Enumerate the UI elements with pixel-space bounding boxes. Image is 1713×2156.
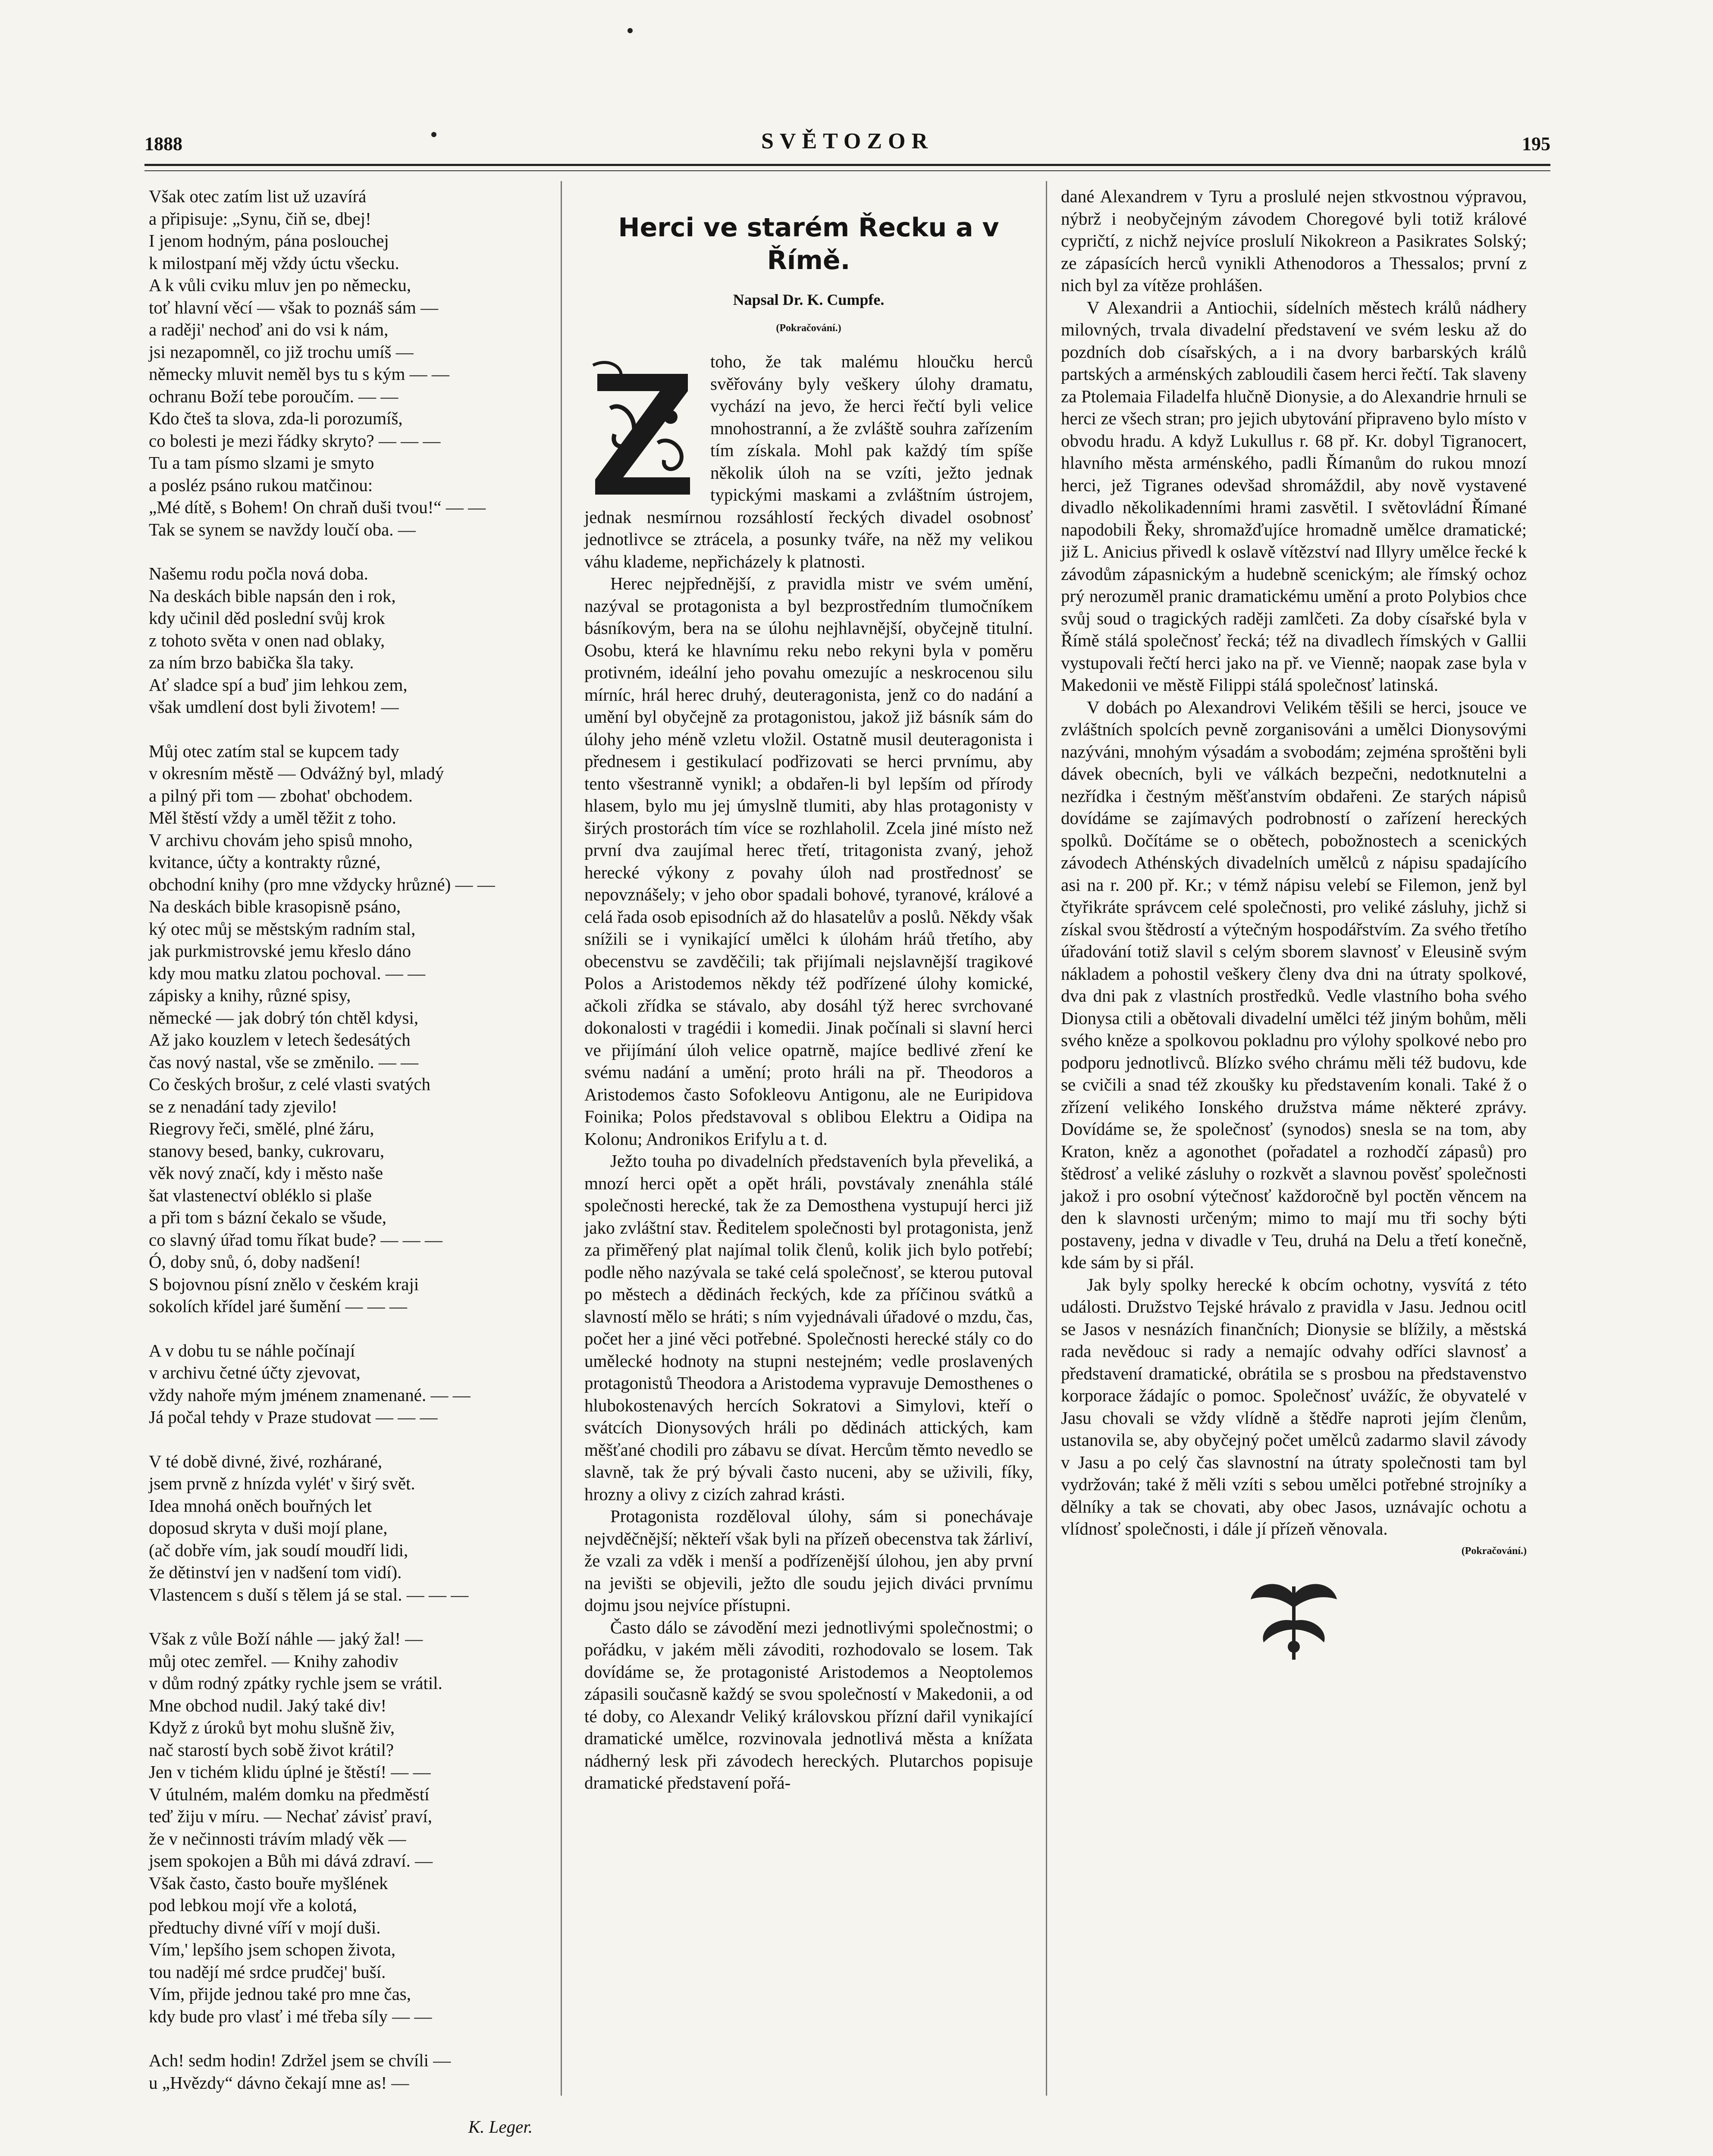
column-divider xyxy=(1046,181,1047,2096)
poem-line: Vím, přijde jednou také pro mne čas, xyxy=(149,1984,411,2004)
print-speck xyxy=(627,28,633,33)
header-rule xyxy=(144,164,1550,166)
poem-line: Tu a tam písmo slzami je smyto xyxy=(149,453,374,473)
fleuron-ornament-icon xyxy=(1238,1578,1350,1664)
poem-line: německy mluvit neměl bys tu s kým — — xyxy=(149,364,449,384)
poem-line: Můj otec zatím stal se kupcem tady xyxy=(149,741,399,761)
poem-line: že v nečinnosti trávím mladý věk — xyxy=(149,1828,406,1849)
poem-line: Ó, doby snů, ó, doby nadšení! xyxy=(149,1252,361,1272)
article-byline: Napsal Dr. K. Cumpfe. xyxy=(733,291,885,308)
poem-line: Měl štěstí vždy a uměl těžit z toho. xyxy=(149,808,396,827)
article-column xyxy=(584,185,1033,1794)
poem-line: ochranu Boží tebe poroučím. — — xyxy=(149,386,398,406)
poem-line: „Mé dítě, s Bohem! On chraň duši tvou!“ — — xyxy=(149,497,486,517)
poem-line: šat vlastenectví obléklo si plaše xyxy=(149,1185,372,1205)
poem-stanza xyxy=(149,1340,537,1429)
poem-column xyxy=(149,185,537,2156)
article-paragraph: toho, že tak malému hloučku herců svěřovány byly veškery úlohy dramatu, vychází na jevo, že herci řečtí byli velice mnohostranní, a že zvláště souhra zařízením tím získala. Mohl pak každý tím spíše několik úloh na se vzíti, ježto jednak typickými maskami a zvláštním ústrojem, jednak nesmírnou rozsáhlostí řeckých divadel osobnosť jednotlivce se ztrácela, a posunky tváře, na něž my velikou váhu klademe, nepřicházely k platnosti. xyxy=(584,351,1033,571)
poem-line: za ním brzo babička šla taky. xyxy=(149,652,354,672)
poem-line: kvitance, účty a kontrakty různé, xyxy=(149,852,381,872)
article-paragraph: Herec nejpřednější, z pravidla mistr ve svém umění, nazýval se protagonista a byl bezprostředním tlumočníkem básníkovým, bera na se úlohu nejhlavnější, obyčejně titulní. Osobu, která ke hlavnímu reku nebo rekyni byla v poměru protivném, ideální jeho povahu omezujíc a neskrocenou silu mírníc, hrál herec druhý, deuteragonista, jenž co do nadání a umění byl obyčejně za protagonistou, jakož již básník sám do úlohy jeho méně vzletu vložil. Ostatně musil deuteragonista i přednesem i gestikulací podřizovati se herci prvnímu, aby tento všestranně vynikl; a obdařen-li byl lepším od přírody hlasem, bylo mu jej úmyslně tlumiti, aby hlas protagonisty v širých prostorách tím více se rozhlaholil. Zcela jiné místo než první dva zaujímal herec třetí, tritagonista zvaný, jehož herecké výkony z povahy úloh nad prostřednosť se nepovznášely; v jeho obor spadali bohové, tyranové, králové a celá řada osob episodních až do hlasatelův a poslů. Někdy však snížili se i vynikající umělci k úlohám hráů třetího, aby obecenstvu se zavděčili; tak přijímali nejslavnější tragikové Polos a Aristodemos někdy též podřízené úlohy komické, ačkoli zřídka se stávalo, aby dosáhl týž herec svrchované dokonalosti v tragédii i komedii. Jinak počínali si slavní herci ve přijímání úloh velice opatrně, majíce bedlivé zření ke svému nadání a umění; proto hráli na př. Theodoros a Aristodemos často Sofokleovu Antigonu, ale ne Euripidova Foinika; Polos představoval s oblibou Elektru a Oidipa na Kolonu; Andronikos Erifylu a t. d. xyxy=(584,573,1033,1149)
poem-line: co bolesti je mezi řádky skryto? — — — xyxy=(149,430,441,451)
poem-line: kdy mou matku zlatou pochoval. — — xyxy=(149,963,426,983)
article-body xyxy=(584,351,1033,1794)
poem-line: jsi nezapomněl, co již trochu umíš — xyxy=(149,342,414,362)
poem-line: Idea mnohá oněch bouřných let xyxy=(149,1495,372,1516)
poem-line: Našemu rodu počla nová doba. xyxy=(149,564,368,583)
page-header xyxy=(144,124,1550,159)
article-paragraph: Jak byly spolky herecké k obcím ochotny, vysvítá z této události. Družstvo Tejské hrávalo z pravidla v Jasu. Jednou ocitl se Jasos v nesnázích finančních; Dionysie se blížily, a městská rada nevědouc si rady a nemajíc odvahy odříci slavnosť a představení dramatické, obrátila se s prosbou na představenstvo korporace žádajíc o pomoc. Společnosť uvážíc, že obyvatelé v Jasu chovali se vždy vlídně a štědře naproti jejím členům, ustanovila se, aby obyčejný počet umělců zadarmo slavil závody v Jasu a po celý čas slavnostní na útraty společnosti tam byl vydržován; také ž měli vzíti s sebou umělci potřebné strojníky a dělníky a tak se chovati, aby obec Jasos, uznávajíc ochotu a vlídnosť společnosti, i dále jí přízeň věnovala. xyxy=(1061,1274,1527,1539)
poem-line: čas nový nastal, vše se změnilo. — — xyxy=(149,1052,419,1072)
poem-stanzas xyxy=(149,185,537,2094)
poem-line: Jen v tichém klidu úplné je štěstí! — — xyxy=(149,1762,431,1782)
poem-line: Ať sladce spí a buď jim lehkou zem, xyxy=(149,674,408,695)
poem-stanza xyxy=(149,1451,537,1606)
header-rule-thin xyxy=(144,170,1550,171)
poem-line: Ach! sedm hodin! Zdržel jsem se chvíli — xyxy=(149,2050,451,2070)
article-continuation-body xyxy=(1061,185,1527,1540)
poem-line: a připisuje: „Synu, čiň se, dbej! xyxy=(149,208,371,229)
poem-line: k milostpaní měj vždy úctu všecku. xyxy=(149,253,399,273)
poem-line: a pilný při tom — zbohat' obchodem. xyxy=(149,785,413,805)
poem-line: se z nenadání tady zjevilo! xyxy=(149,1096,338,1116)
article-paragraph: V dobách po Alexandrovi Velikém těšili se herci, jsouce ve zvláštních spolcích pevně zorganisováni a umělci Dionysovými nazýváni, mnohým výsadám a svobodám; zejména sproštěni byli dávek obecních, byli ve válkách bezpečni, nedotknutelni a nezřídka i čestným měšťanstvím obdařeni. Ze starých nápisů dovídáme se zajímavých podrobností o zařízení hereckých spolků. Dočítáme se o obětech, pobožnostech a scenických závodech Athénských divadelních umělců z nápisu spadajícího asi na r. 200 př. Kr.; v témž nápisu velebí se Filemon, jenž byl čtyřikráte správcem celé společnosti, pro veliké zásluhy, jichž si získal svou štědrostí a výtečným hospodářstvím. Za svého třetího úřadování totiž slavil s celým sborem slavnosť v Eleusině svým nákladem a pohostil veškery členy dva dni na útraty spolkové, dva dni pak z vlastních prostředků. Vedle vlastního boha svého Dionysa ctili a obětovali divadelní umělci též jiným bohům, měli svého kněze a spolkovou pokladnu pro výlohy spolkové nebo pro podporu jednotlivců. Blízko svého chrámu měli též budovu, kde se cvičili a snad též zkoušky ku představením konali. Také ž o zřízení velikého Ionského družstva máme některé zprávy. Dovídáme se, že společnosť (synodos) snesla se na tom, aby Kraton, kněz a agonothet (pořadatel a rozhodčí zápasů) pro štědrosť a veliké zásluhy o rozkvět a slavnou pověsť společnosti jakož i pro osobní výtečnosť každoročně byl poctěn věncem na den k slavnosti určeným; mimo to mají mu tři sochy býti postaveny, jedna v divadle v Teu, druhá na Delu a třetí konečně, kde sám by si přál. xyxy=(1061,697,1527,1272)
poem-line: a raději' nechoď ani do vsi k nám, xyxy=(149,320,389,339)
poem-line: Tak se synem se navždy loučí oba. — xyxy=(149,519,416,539)
poem-line: zápisky a knihy, různé spisy, xyxy=(149,985,351,1005)
poem-line: Na deskách bible krasopisně psáno, xyxy=(149,896,401,916)
poem-line: Však často, často bouře myšlének xyxy=(149,1873,388,1893)
poem-line: S bojovnou písní znělo v českém kraji xyxy=(149,1274,419,1294)
poem-line: Na deskách bible napsán den i rok, xyxy=(149,586,396,606)
page-number: 195 xyxy=(1522,133,1550,154)
poem-line: Když z úroků byt mohu slušně živ, xyxy=(149,1717,395,1737)
poem-line: a posléz psáno rukou matčinou: xyxy=(149,475,373,495)
article-paragraph: Ježto touha po divadelních představeních byla převeliká, a mnozí herci opět a opět hráli, povstávaly znenáhla stálé společnosti herecké, tak že za Demosthena vystupují herci již jako zvláštní stav. Ředitelem společnosti byl protagonista, jenž za přiměřený plat najímal tolik členů, kolik jich bylo potřebí; podle něho nazývala se také celá společnosť, se kterou putoval po městech a dědinách řeckých, kde za příčinou svátků a slavností mělo se hráti; s ním vyjednávali úřadové o mzdu, čas, počet her a jiné věci potřebné. Společnosti herecké stály co do umělecké hodnoty na stupni nestejném; vedle proslavených protagonistů Theodora a Aristodema vypravuje Demosthenes o hlubokostenavých hercích Sokratovi a Simylovi, kteří o svátcích Dionysových hráli po dědinách attických, kam měšťané chodili pro zábavu se dívat. Hercům těmto nevedlo se slavně, tak že prý bývali často nuceni, aby se uživili, fíky, hrozny a olivy z cizích zahrad krásti. xyxy=(584,1151,1033,1504)
poem-line: pod lebkou mojí vře a kolotá, xyxy=(149,1895,357,1915)
article-continuation-column xyxy=(1061,185,1527,1664)
poem-line: jsem spokojen a Bůh mi dává zdraví. — xyxy=(149,1851,433,1871)
poem-line: německé — jak dobrý tón chtěl kdysi, xyxy=(149,1007,419,1028)
column-divider xyxy=(561,181,562,2096)
poem-line: Riegrovy řeči, smělé, plné žáru, xyxy=(149,1119,374,1138)
poem-line: nač starostí bych sobě život krátil? xyxy=(149,1739,394,1760)
continued-note: (Pokračování.) xyxy=(776,322,841,334)
poem-line: Až jako kouzlem v letech šedesátých xyxy=(149,1030,411,1050)
poem-line: V útulném, malém domku na předměstí xyxy=(149,1784,430,1804)
poem-line: kdy bude pro vlasť i mé třeba síly — — xyxy=(149,2006,432,2026)
poem-line: (ač dobře vím, jak soudí moudří lidi, xyxy=(149,1540,408,1560)
poem-line: tou nadějí mé srdce prudčej' buší. xyxy=(149,1962,386,1982)
poem-line: A v dobu tu se náhle počínají xyxy=(149,1340,355,1360)
poem-line: Vlastencem s duší s tělem já se stal. — — — xyxy=(149,1584,469,1604)
continued-note-end: (Pokračování.) xyxy=(1461,1545,1527,1557)
poem-line: toť hlavní věcí — však to poznáš sám — xyxy=(149,297,439,317)
poem-line: však umdlení dost byli životem! — xyxy=(149,697,399,717)
poem-stanza xyxy=(149,2049,537,2094)
article-paragraph: Protagonista rozděloval úlohy, sám si ponechávaje nejvděčnější; někteří však byli na přízeň obecenstva tak žárliví, že vzali za vděk i menší a podřízenější úlohou, jen aby první na jevišti se objevili, ježto dle soudu jejich diváci prvnímu dojmu jsou nejvíce přístupni. xyxy=(584,1506,1033,1615)
poem-line: jsem prvně z hnízda vylét' v širý svět. xyxy=(149,1473,415,1493)
poem-line: teď žiju v míru. — Nechať závisť praví, xyxy=(149,1806,432,1826)
print-speck xyxy=(431,132,436,137)
article-paragraph: Často dálo se závodění mezi jednotlivými společnostmi; o pořádku, v jakém měli závoditi, rozhodovalo se losem. Tak dovídáme se, že protagonisté Aristodemos a Neoptolemos zápasili současně každý se svou společností v Makedonii, a od té doby, co Alexandr Veliký královskou přízní dařil vynikající dramatické umělce, rozvinovala jednotlivá města a knížata nádherný lesk při závodech hereckých. Plutarchos popisuje dramatické představení pořá- xyxy=(584,1617,1033,1792)
poem-line: v okresním městě — Odvážný byl, mladý xyxy=(149,763,444,783)
poem-line: v archivu četné účty zjevovat, xyxy=(149,1363,361,1382)
poem-line: můj otec zemřel. — Knihy zahodiv xyxy=(149,1651,398,1671)
poem-stanza xyxy=(149,740,537,1318)
article-paragraph: V Alexandrii a Antiochii, sídelních městech králů nádhery milovných, trvala divadelní představení ve svém lesku až do pozdních dob císařských, a i na dvory barbarských králů partských a arménských zabloudili časem herci řečtí. Tak slaveny za Ptolemaia Filadelfa hlučně Dionysie, a do Alexandrie hrnuli se herci ze všech stran; pro jejich ubytování připraveno bylo místo v obvodu hradu. A když Lukullus r. 68 př. Kr. dobyl Tigranocert, hlavního města arménského, padli Římanům do rukou mnozí herci, jež Tigranes odevšad shromáždil, aby nově vystavené divadlo několikadenními hrami zasvětil. I světovládní Římané napodobili Řeky, shromažďujíce hromadně umělce dramatické; již L. Anicius přivedl k oslavě vítězství nad Illyry umělce řecké k závodům zápasnickým a hudebně scenickým; ale římský ochoz prý nerozuměl pranic dramatickému umění a proto Polybios chce svůj soud o tragických raději zamlčeti. Za doby císařské byla v Římě stálá společnosť řecká; též na divadlech římských v Gallii vystupovali řečtí herci jako na př. ve Vienně; naopak zase byla v Makedonii ve městě Filippi stálá společnosť latinská. xyxy=(1061,297,1527,695)
poem-line: Kdo čteš ta slova, zda-li porozumíš, xyxy=(149,408,403,428)
poem-line: u „Hvězdy“ dávno čekají mne as! — xyxy=(149,2072,409,2093)
fleuron-ornament-icon xyxy=(278,2154,408,2156)
article-title: Herci ve starém Řecku a v Římě. xyxy=(618,213,999,276)
poem-line: Mne obchod nudil. Jaký také div! xyxy=(149,1695,387,1715)
poem-line: a při tom s bázní čekalo se všude, xyxy=(149,1207,387,1227)
year: 1888 xyxy=(144,133,182,154)
poem-line: Však z vůle Boží náhle — jaký žal! — xyxy=(149,1629,423,1648)
poem-line: V archivu chovám jeho spisů mnoho, xyxy=(149,830,413,850)
article-paragraph: dané Alexandrem v Tyru a proslulé nejen stkvostnou výpravou, nýbrž i neobyčejným závodem Choregové byli totiž králové cypričtí, z nichž nejvíce proslulí Nikokreon a Pasikrates Solský; ze zápasících herců vynikli Athenodoros a Thessalos; první z nich byl za vítěze prohlášen. xyxy=(1061,186,1527,295)
poem-line: A k vůli cviku mluv jen po německu, xyxy=(149,275,411,295)
poem-line: jak purkmistrovské jemu křeslo dáno xyxy=(149,941,411,961)
poem-line: Vím,' lepšího jsem schopen života, xyxy=(149,1940,396,1959)
poem-line: V té době divné, živé, rozhárané, xyxy=(149,1451,383,1471)
poem-line: sokolích křídel jaré šumění — — — xyxy=(149,1296,407,1316)
poem-stanza xyxy=(149,563,537,718)
poem-stanza xyxy=(149,1628,537,2028)
poem-signature: K. Leger. xyxy=(468,2117,533,2137)
poem-line: I jenom hodným, pána poslouchej xyxy=(149,231,389,251)
poem-line: co slavný úřad tomu říkat bude? — — — xyxy=(149,1229,442,1250)
poem-line: v dům rodný zpátky rychle jsem se vrátil. xyxy=(149,1673,442,1693)
poem-line: kdy učinil děd poslední svůj krok xyxy=(149,608,385,628)
poem-line: Však otec zatím list už uzavírá xyxy=(149,186,367,206)
poem-line: věk nový značí, kdy i město naše xyxy=(149,1163,383,1183)
poem-line: stanovy besed, banky, cukrovaru, xyxy=(149,1141,385,1161)
poem-line: že dětinství jen v nadšení tom vidí). xyxy=(149,1562,402,1582)
poem-line: předtuchy divné víří v mojí duši. xyxy=(149,1917,381,1937)
decorated-initial-z-icon xyxy=(584,357,701,499)
poem-line: ký otec můj se městským radním stal, xyxy=(149,918,416,939)
poem-line: obchodní knihy (pro mne vždycky hrůzné) — — xyxy=(149,874,495,894)
poem-line: Co českých brošur, z celé vlasti svatých xyxy=(149,1074,431,1094)
poem-line: vždy nahoře mým jménem znamenané. — — xyxy=(149,1385,471,1405)
poem-line: z tohoto světa v onen nad oblaky, xyxy=(149,630,385,650)
poem-line: doposud skryta v duši mojí plane, xyxy=(149,1518,388,1538)
journal-title: SVĚTOZOR xyxy=(761,129,934,154)
poem-line: Já počal tehdy v Praze studovat — — — xyxy=(149,1407,438,1427)
poem-stanza xyxy=(149,185,537,541)
